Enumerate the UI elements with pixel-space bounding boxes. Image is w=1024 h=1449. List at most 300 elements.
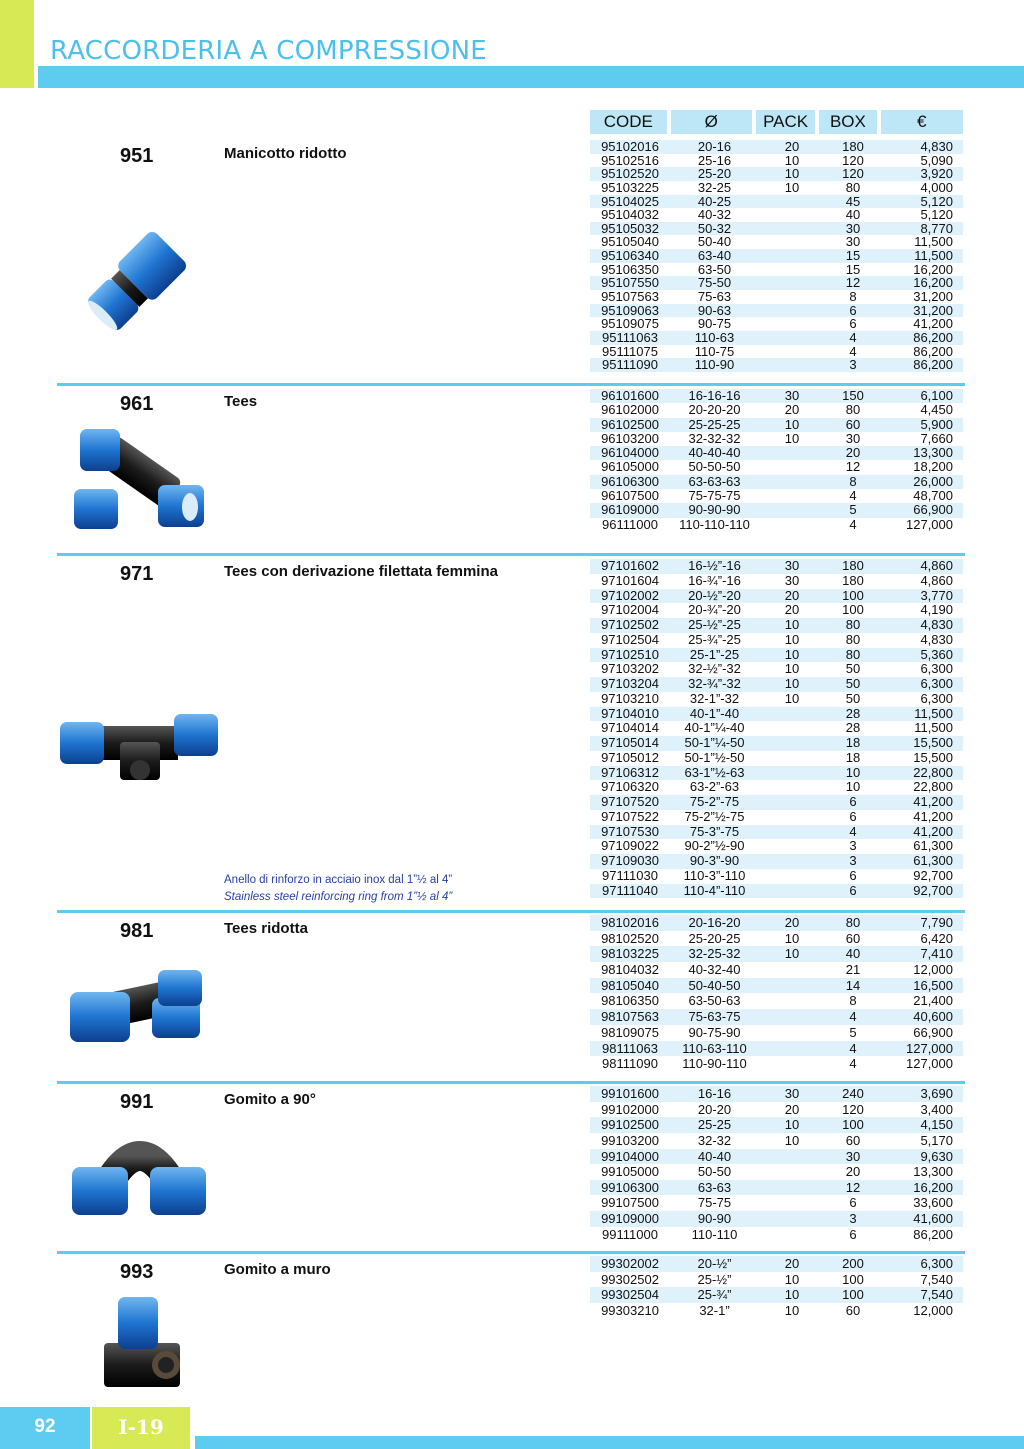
price-cell: 21,400 [913, 993, 953, 1009]
price-cell: 4,830 [920, 617, 953, 632]
price-cell: 86,200 [913, 1226, 953, 1242]
code-cell: 96106300 [601, 473, 659, 489]
price-cell: 26,000 [913, 473, 953, 489]
diameter-cell: 63-2”-63 [689, 779, 740, 795]
diameter-cell: 20-16 [697, 139, 732, 154]
code-cell: 97111040 [602, 882, 658, 898]
price-cell: 3,770 [920, 587, 953, 603]
table-row [590, 589, 963, 604]
pack-cell [759, 195, 825, 209]
code-cell: 95109063 [601, 302, 659, 318]
table-row [590, 662, 963, 677]
diameter-cell: 50-40-50 [688, 977, 741, 993]
diameter-cell: 20-½” [697, 1256, 732, 1271]
pack-cell [759, 249, 825, 263]
diameter-cell: 40-1”-40 [689, 705, 740, 721]
diameter-cell: 90-75 [697, 316, 732, 332]
diameter-cell: 32-25-32 [688, 946, 741, 962]
diameter-cell: 40-40-40 [688, 445, 741, 461]
box-cell: 80 [845, 617, 861, 632]
table-row [590, 140, 963, 154]
price-cell: 16,200 [913, 1179, 953, 1195]
box-cell: 15 [845, 248, 861, 264]
box-cell: 40 [845, 207, 861, 223]
price-cell: 31,200 [913, 302, 953, 318]
pack-cell [759, 263, 825, 277]
table-row [590, 331, 963, 345]
box-cell: 20 [845, 445, 861, 461]
table-row [590, 721, 963, 736]
box-cell: 3 [849, 853, 857, 868]
code-cell: 95106340 [601, 248, 659, 264]
price-cell: 41,200 [913, 823, 953, 839]
table-row [590, 1303, 963, 1319]
code-cell: 97104010 [601, 705, 659, 721]
price-cell: 4,190 [920, 602, 953, 618]
box-cell: 18 [845, 749, 861, 765]
table-row [590, 503, 963, 517]
code-cell: 97109030 [601, 853, 659, 868]
table-row [590, 290, 963, 304]
section-divider [57, 383, 965, 386]
price-cell: 16,200 [913, 261, 953, 277]
diameter-cell: 20-20 [697, 1101, 732, 1117]
pack-cell [759, 1211, 825, 1227]
price-cell: 3,920 [920, 166, 953, 182]
pack-cell [759, 721, 825, 736]
price-table-991 [590, 1086, 963, 1242]
box-cell: 10 [845, 779, 861, 795]
table-row [590, 345, 963, 359]
code-cell: 98111090 [602, 1056, 658, 1072]
pack-cell: 10 [784, 179, 800, 195]
product-code: 981 [120, 920, 154, 942]
table-row [590, 736, 963, 751]
box-cell: 180 [842, 558, 864, 573]
code-cell: 99302002 [601, 1256, 659, 1271]
code-cell: 97101604 [601, 572, 659, 588]
price-cell: 92,700 [913, 867, 953, 883]
section-divider [57, 1251, 965, 1254]
price-cell: 5,900 [920, 416, 953, 432]
pack-cell [759, 489, 825, 503]
table-row [590, 446, 963, 460]
diameter-cell: 75-50 [697, 275, 732, 291]
price-cell: 6,300 [920, 676, 953, 691]
box-cell: 40 [845, 946, 861, 962]
code-cell: 97102510 [601, 646, 659, 662]
table-row [590, 489, 963, 503]
diameter-cell: 25-½” [697, 1271, 732, 1287]
box-cell: 150 [842, 388, 864, 403]
code-cell: 99303210 [601, 1302, 659, 1318]
note-english: Stainless steel reinforcing ring from 1”½ al 4” [224, 891, 453, 903]
price-cell: 3,690 [920, 1086, 953, 1101]
box-cell: 120 [842, 1101, 864, 1117]
box-cell: 100 [842, 587, 864, 603]
box-cell: 6 [849, 882, 857, 898]
diameter-cell: 75-75-75 [688, 488, 741, 504]
table-row [590, 559, 963, 574]
pack-cell: 10 [784, 1302, 800, 1318]
box-cell: 30 [845, 430, 861, 446]
code-cell: 97106320 [601, 779, 659, 795]
product-name: Manicotto ridotto [224, 145, 347, 162]
box-cell: 8 [849, 993, 857, 1009]
code-cell: 96109000 [601, 502, 659, 518]
code-cell: 98105040 [601, 977, 659, 993]
price-cell: 66,900 [913, 502, 953, 518]
reducing-coupling-image [78, 220, 198, 340]
pack-cell: 10 [784, 617, 800, 632]
price-cell: 22,800 [913, 779, 953, 795]
code-cell: 98102016 [601, 915, 659, 930]
table-row [590, 249, 963, 263]
code-cell: 97102502 [601, 617, 659, 632]
code-cell: 98111063 [602, 1040, 658, 1056]
top-accent-block [0, 0, 34, 88]
box-cell: 100 [842, 1117, 864, 1133]
table-row [590, 358, 963, 372]
box-cell: 100 [842, 1287, 864, 1302]
pack-cell [759, 1025, 825, 1041]
table-row [590, 1117, 963, 1133]
box-cell: 80 [845, 915, 861, 930]
box-cell: 4 [849, 488, 857, 504]
table-row [590, 263, 963, 277]
diameter-cell: 40-32 [697, 207, 732, 223]
table-row [590, 460, 963, 474]
table-row [590, 915, 963, 931]
code-cell: 97109022 [601, 838, 659, 854]
box-cell: 6 [849, 1226, 857, 1242]
table-row [590, 1041, 963, 1057]
section-divider [57, 910, 965, 913]
price-cell: 5,090 [920, 152, 953, 168]
pack-cell [759, 317, 825, 331]
price-cell: 7,540 [920, 1271, 953, 1287]
pack-cell [759, 854, 825, 869]
pack-cell: 30 [784, 1086, 800, 1101]
code-cell: 96104000 [601, 445, 659, 461]
section-divider [57, 553, 965, 556]
price-cell: 4,150 [920, 1117, 953, 1133]
code-cell: 99102500 [601, 1117, 659, 1133]
diameter-cell: 16-16 [697, 1086, 732, 1101]
code-cell: 97104014 [601, 720, 659, 736]
pack-cell: 10 [784, 430, 800, 446]
table-row [590, 692, 963, 707]
diameter-cell: 50-32 [697, 220, 732, 236]
female-threaded-tee-image [58, 708, 220, 784]
box-cell: 5 [849, 502, 857, 518]
price-cell: 22,800 [913, 764, 953, 780]
pack-cell: 10 [784, 661, 800, 677]
box-cell: 20 [845, 1164, 861, 1180]
pack-cell: 10 [784, 631, 800, 647]
price-cell: 127,000 [906, 1056, 953, 1072]
code-cell: 97103202 [601, 661, 659, 677]
code-cell: 96102500 [601, 416, 659, 432]
diameter-cell: 75-75 [697, 1195, 732, 1211]
diameter-cell: 20-16-20 [688, 915, 741, 930]
pack-cell: 30 [784, 558, 800, 573]
code-cell: 97106312 [601, 764, 659, 780]
code-cell: 98102520 [601, 930, 659, 946]
box-cell: 3 [849, 357, 857, 373]
diameter-cell: 25-16 [697, 152, 732, 168]
code-cell: 96102000 [601, 402, 659, 418]
product-name: Gomito a 90° [224, 1091, 316, 1108]
product-name: Tees con derivazione filettata femmina [224, 563, 498, 580]
table-row [590, 946, 963, 962]
pack-cell: 20 [784, 402, 800, 418]
price-table-993 [590, 1256, 963, 1318]
box-cell: 120 [842, 152, 864, 168]
pack-cell [759, 208, 825, 222]
code-cell: 96111000 [602, 516, 658, 532]
table-row [590, 304, 963, 318]
diameter-cell: 50-40 [697, 234, 732, 250]
box-cell: 60 [845, 930, 861, 946]
box-cell: 3 [849, 838, 857, 854]
diameter-cell: 25-20-25 [688, 930, 741, 946]
code-cell: 99302504 [601, 1287, 659, 1302]
pack-cell: 10 [784, 1271, 800, 1287]
pack-cell [759, 1164, 825, 1180]
pack-cell: 10 [784, 930, 800, 946]
price-cell: 7,790 [920, 915, 953, 930]
product-name: Gomito a muro [224, 1261, 331, 1278]
price-table-981 [590, 915, 963, 1072]
table-row [590, 839, 963, 854]
box-cell: 30 [845, 1148, 861, 1164]
pack-cell [759, 839, 825, 854]
table-row [590, 518, 963, 532]
table-row [590, 154, 963, 168]
catalog-section-number: I-19 [92, 1407, 190, 1449]
price-cell: 13,300 [913, 445, 953, 461]
price-cell: 11,500 [914, 705, 953, 721]
price-table-951 [590, 140, 963, 372]
note-italian: Anello di rinforzo in acciaio inox dal 1”½ al 4” [224, 874, 453, 886]
box-cell: 180 [842, 572, 864, 588]
pack-cell [759, 869, 825, 884]
pack-cell: 10 [784, 416, 800, 432]
diameter-cell: 40-32-40 [688, 962, 741, 978]
pack-cell: 20 [784, 587, 800, 603]
column-header-box: BOX [829, 112, 866, 131]
price-cell: 4,830 [920, 631, 953, 647]
box-cell: 60 [845, 1302, 861, 1318]
table-row [590, 931, 963, 947]
box-cell: 4 [849, 343, 857, 359]
price-cell: 18,200 [913, 459, 953, 475]
table-row [590, 633, 963, 648]
pack-cell [759, 358, 825, 372]
pack-cell [759, 1227, 825, 1243]
table-row [590, 766, 963, 781]
diameter-cell: 50-50-50 [688, 459, 741, 475]
table-row [590, 208, 963, 222]
diameter-cell: 25-¾” [697, 1287, 732, 1302]
price-cell: 6,100 [920, 388, 953, 403]
diameter-cell: 75-2”½-75 [684, 808, 745, 824]
price-cell: 8,770 [920, 220, 953, 236]
diameter-cell: 90-90 [697, 1211, 732, 1227]
pack-cell: 30 [784, 572, 800, 588]
box-cell: 28 [845, 705, 861, 721]
price-cell: 16,500 [913, 977, 953, 993]
diameter-cell: 16-½”-16 [688, 558, 741, 573]
price-cell: 7,660 [920, 430, 953, 446]
code-cell: 99103200 [601, 1132, 659, 1148]
pack-cell: 10 [784, 1287, 800, 1302]
pack-cell [759, 345, 825, 359]
code-cell: 97102002 [601, 587, 659, 603]
pack-cell [759, 518, 825, 532]
diameter-cell: 110-63-110 [682, 1040, 747, 1056]
pack-cell [759, 993, 825, 1009]
code-cell: 95107563 [601, 289, 659, 305]
code-cell: 95102520 [601, 166, 659, 182]
box-cell: 80 [845, 402, 861, 418]
table-row [590, 1272, 963, 1288]
code-cell: 97102004 [601, 602, 659, 618]
pack-cell [759, 736, 825, 751]
code-cell: 98106350 [601, 993, 659, 1009]
code-cell: 99102000 [601, 1101, 659, 1117]
table-row [590, 1102, 963, 1118]
diameter-cell: 90-90-90 [688, 502, 741, 518]
diameter-cell: 25-1”-25 [689, 646, 740, 662]
wall-elbow-image [96, 1293, 188, 1393]
table-row [590, 418, 963, 432]
box-cell: 6 [849, 302, 857, 318]
diameter-cell: 16-¾”-16 [688, 572, 741, 588]
price-cell: 4,860 [920, 558, 953, 573]
table-row [590, 707, 963, 722]
diameter-cell: 32-32-32 [688, 430, 741, 446]
diameter-cell: 32-25 [697, 179, 732, 195]
pack-cell [759, 780, 825, 795]
product-code: 991 [120, 1091, 154, 1113]
code-cell: 95105032 [601, 220, 659, 236]
pack-cell [759, 1149, 825, 1165]
box-cell: 100 [842, 602, 864, 618]
box-cell: 4 [849, 1056, 857, 1072]
box-cell: 120 [842, 166, 864, 182]
table-row [590, 978, 963, 994]
box-cell: 100 [842, 1271, 864, 1287]
price-cell: 5,170 [920, 1132, 953, 1148]
pack-cell [759, 751, 825, 766]
table-row [590, 1287, 963, 1303]
box-cell: 4 [849, 823, 857, 839]
pack-cell: 20 [784, 139, 800, 154]
price-cell: 9,630 [920, 1148, 953, 1164]
box-cell: 30 [845, 220, 861, 236]
code-cell: 95111090 [602, 357, 658, 373]
price-cell: 66,900 [913, 1024, 953, 1040]
code-cell: 95104025 [601, 193, 659, 209]
price-cell: 33,600 [913, 1195, 953, 1211]
elbow-90-image [70, 1141, 210, 1221]
price-cell: 41,200 [913, 808, 953, 824]
pack-cell: 20 [784, 915, 800, 930]
pack-cell: 10 [784, 152, 800, 168]
table-row [590, 389, 963, 403]
code-cell: 97107522 [601, 808, 659, 824]
diameter-cell: 63-50-63 [688, 993, 741, 1009]
price-cell: 13,300 [913, 1164, 953, 1180]
pack-cell: 20 [784, 1256, 800, 1271]
pack-cell: 20 [784, 1101, 800, 1117]
price-cell: 41,200 [913, 316, 953, 332]
code-cell: 95103225 [601, 179, 659, 195]
table-row [590, 993, 963, 1009]
table-row [590, 1227, 963, 1243]
diameter-cell: 90-75-90 [688, 1024, 741, 1040]
box-cell: 28 [845, 720, 861, 736]
box-cell: 80 [845, 646, 861, 662]
box-cell: 5 [849, 1024, 857, 1040]
code-cell: 97101602 [601, 558, 659, 573]
pack-cell [759, 884, 825, 899]
tee-fitting-image [70, 425, 210, 535]
pack-cell: 10 [784, 946, 800, 962]
column-header-code: CODE [603, 112, 653, 131]
diameter-cell: 20-½”-20 [688, 587, 741, 603]
price-cell: 3,400 [920, 1101, 953, 1117]
box-cell: 8 [849, 473, 857, 489]
table-row [590, 1164, 963, 1180]
diameter-cell: 25-¾”-25 [688, 631, 741, 647]
diameter-cell: 50-50 [697, 1164, 732, 1180]
header-bar [38, 66, 1024, 88]
code-cell: 97105014 [601, 735, 659, 750]
diameter-cell: 63-40 [697, 248, 732, 264]
page-title: RACCORDERIA A COMPRESSIONE [50, 36, 487, 66]
code-cell: 96101600 [601, 388, 659, 403]
box-cell: 50 [845, 676, 861, 691]
table-row [590, 825, 963, 840]
table-row [590, 276, 963, 290]
box-cell: 60 [845, 1132, 861, 1148]
price-cell: 4,450 [920, 402, 953, 418]
price-cell: 6,300 [920, 661, 953, 677]
diameter-cell: 50-1”½-50 [684, 749, 745, 765]
code-cell: 97103210 [601, 690, 659, 706]
pack-cell [759, 276, 825, 290]
section-divider [57, 1081, 965, 1084]
price-cell: 15,500 [913, 749, 953, 765]
code-cell: 98104032 [601, 962, 659, 978]
diameter-cell: 75-63 [697, 289, 732, 305]
price-cell: 6,420 [920, 930, 953, 946]
price-cell: 11,500 [914, 720, 953, 736]
pack-cell [759, 795, 825, 810]
product-code: 971 [120, 563, 154, 585]
diameter-cell: 40-25 [697, 193, 732, 209]
table-row [590, 574, 963, 589]
box-cell: 14 [845, 977, 861, 993]
code-cell: 95104032 [601, 207, 659, 223]
box-cell: 30 [845, 234, 861, 250]
box-cell: 4 [849, 1040, 857, 1056]
box-cell: 80 [845, 631, 861, 647]
pack-cell [759, 446, 825, 460]
